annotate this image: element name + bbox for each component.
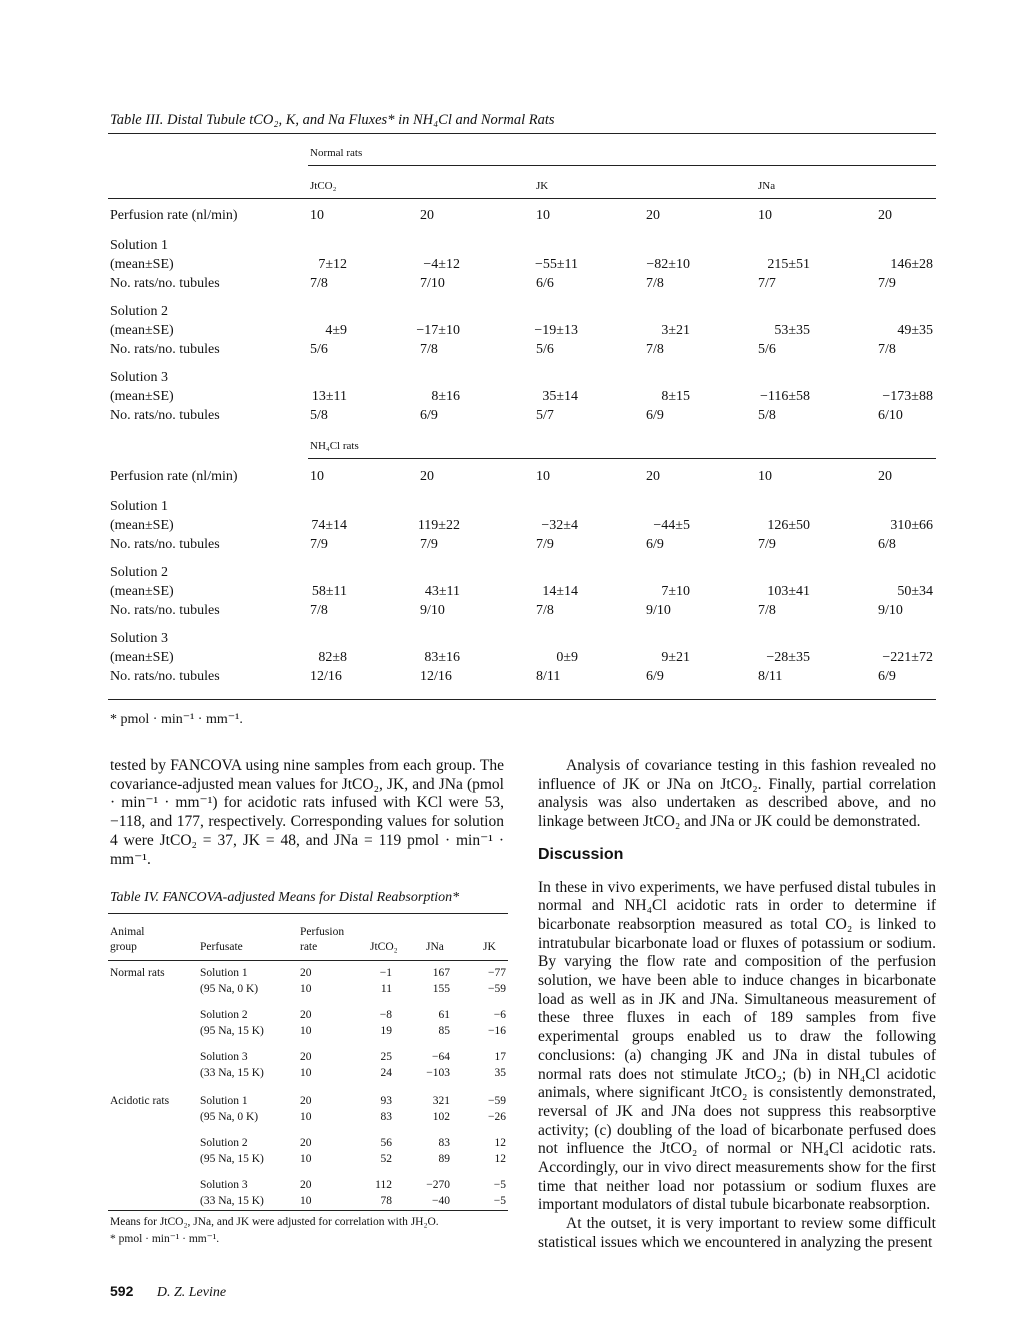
row-rate: 20 bbox=[300, 967, 312, 979]
row-jna: −270 bbox=[426, 1179, 450, 1191]
row-rate: 10 bbox=[300, 1067, 312, 1079]
perfusion-rate-value: 10 bbox=[536, 208, 550, 223]
mean-se-value: 9±21 bbox=[661, 650, 690, 665]
row-perfusate: (95 Na, 0 K) bbox=[200, 983, 259, 995]
footer-author: D. Z. Levine bbox=[156, 1285, 227, 1300]
rats-tubules-value: 6/8 bbox=[878, 537, 896, 552]
perfusion-rate-value: 10 bbox=[758, 208, 772, 223]
mean-se-value: −44±5 bbox=[653, 518, 690, 533]
row-jtco2: 19 bbox=[380, 1025, 392, 1037]
mean-se-label: (mean±SE) bbox=[110, 518, 174, 533]
rats-tubules-value: 5/6 bbox=[536, 342, 554, 357]
mean-se-value: −4±12 bbox=[423, 257, 460, 272]
page-footer bbox=[110, 1283, 226, 1301]
mean-se-value: 7±12 bbox=[318, 257, 347, 272]
row-jna: 83 bbox=[438, 1137, 450, 1149]
rats-tubules-value: 7/9 bbox=[420, 537, 438, 552]
row-perfusate: (95 Na, 15 K) bbox=[200, 1153, 264, 1165]
mean-se-value: 310±66 bbox=[890, 518, 933, 533]
mean-se-value: −32±4 bbox=[541, 518, 578, 533]
perfusion-rate-label: Perfusion rate (nl/min) bbox=[110, 208, 238, 223]
rats-tubules-value: 9/10 bbox=[420, 603, 445, 618]
solution-label: Solution 2 bbox=[110, 565, 168, 580]
discussion-paragraph-1: In these in vivo experiments, we have perfused distal tubules in normal and NH₄Cl acidotic rats in order to determine if bicarbonate reabsorption measured as total CO₂ is linked to intratubular bicarbonate load or fluxes of potassium or sodium. By varying the flow rate and composition of the perfusion solution, we have been able to induce changes in bicarbonate load as well as in JK and JNa. Simultaneous measurement of these three fluxes in each of 189 samples from five experimental groups enabled us to draw the following conclusions: (a) changing JK and JNa in distal tubules of normal rats does not stimulate JtCO₂; (b) in NH₄Cl acidotic animals, where significant JtCO₂ is consistently demonstrated, reversal of JK and JNa does not suppress this reabsorptive activity; (c) doubling of the load of bicarbonate perfused does not influence the JtCO₂ of normal or NH₄Cl acidotic rats. Accordingly, our in vivo direct measurements show for the first time that neither load nor potassium or sodium fluxes are important modulators of distal tubule bicarbonate reabsorption. bbox=[538, 878, 936, 1214]
perfusion-rate-value: 20 bbox=[646, 208, 660, 223]
mean-se-value: 43±11 bbox=[424, 584, 460, 599]
row-jna: 89 bbox=[438, 1153, 450, 1165]
rats-tubules-value: 5/8 bbox=[310, 408, 328, 423]
row-jna: −40 bbox=[432, 1195, 450, 1207]
row-jk: 35 bbox=[494, 1067, 506, 1079]
row-jtco2: 78 bbox=[380, 1195, 392, 1207]
row-jna: 321 bbox=[432, 1095, 450, 1107]
mean-se-value: −55±11 bbox=[534, 257, 578, 272]
rats-tubules-value: 8/11 bbox=[536, 669, 561, 684]
mean-se-value: 3±21 bbox=[661, 323, 690, 338]
rats-tubules-label: No. rats/no. tubules bbox=[110, 537, 220, 552]
row-jk: 17 bbox=[494, 1051, 506, 1063]
rats-tubules-label: No. rats/no. tubules bbox=[110, 408, 220, 423]
page-number: 592 bbox=[110, 1283, 134, 1299]
mean-se-value: 14±14 bbox=[542, 584, 578, 599]
rats-tubules-value: 12/16 bbox=[420, 669, 452, 684]
rats-tubules-label: No. rats/no. tubules bbox=[110, 669, 220, 684]
row-perfusate: (33 Na, 15 K) bbox=[200, 1067, 264, 1079]
rats-tubules-value: 7/7 bbox=[758, 276, 776, 291]
mean-se-value: −116±58 bbox=[759, 389, 810, 404]
row-rate: 10 bbox=[300, 1025, 312, 1037]
perfusion-rate-value: 10 bbox=[310, 208, 324, 223]
table4-bottom-rule bbox=[108, 1210, 508, 1211]
rats-tubules-value: 7/8 bbox=[646, 276, 664, 291]
rats-tubules-label: No. rats/no. tubules bbox=[110, 603, 220, 618]
table3-group1-title: Normal rats bbox=[310, 147, 363, 159]
table4-note-adjusted: Means for JtCO₂, JNa, and JK were adjusted for correlation with JH₂O. bbox=[110, 1216, 439, 1228]
solution-label: Solution 3 bbox=[110, 631, 168, 646]
row-jk: −5 bbox=[493, 1179, 506, 1191]
perfusion-rate-value: 20 bbox=[420, 469, 434, 484]
mean-se-value: −173±88 bbox=[882, 389, 933, 404]
mean-se-value: 8±16 bbox=[431, 389, 460, 404]
rats-tubules-value: 7/8 bbox=[758, 603, 776, 618]
rats-tubules-value: 7/8 bbox=[310, 603, 328, 618]
rats-tubules-value: 7/9 bbox=[758, 537, 776, 552]
mean-se-value: 49±35 bbox=[897, 323, 933, 338]
row-jtco2: −1 bbox=[379, 967, 392, 979]
rats-tubules-value: 6/10 bbox=[878, 408, 903, 423]
col-header-jk: JK bbox=[536, 180, 549, 192]
table3-header-rule bbox=[108, 198, 936, 199]
mean-se-value: −19±13 bbox=[534, 323, 578, 338]
row-perfusate: (95 Na, 15 K) bbox=[200, 1025, 264, 1037]
row-jk: −59 bbox=[488, 983, 506, 995]
right-column bbox=[538, 757, 936, 1253]
rats-tubules-value: 6/9 bbox=[878, 669, 896, 684]
rats-tubules-value: 6/9 bbox=[646, 408, 664, 423]
mean-se-value: 4±9 bbox=[325, 323, 347, 338]
row-jk: −6 bbox=[493, 1009, 506, 1021]
table3-group2-rule bbox=[308, 458, 936, 459]
mean-se-value: −17±10 bbox=[416, 323, 460, 338]
row-perfusate: (33 Na, 15 K) bbox=[200, 1195, 264, 1207]
table4-header-jtco2: JtCO₂ bbox=[370, 941, 398, 953]
perfusion-rate-value: 10 bbox=[310, 469, 324, 484]
mean-se-label: (mean±SE) bbox=[110, 323, 174, 338]
rats-tubules-value: 6/6 bbox=[536, 276, 554, 291]
rats-tubules-value: 7/9 bbox=[878, 276, 896, 291]
table4-header-jna: JNa bbox=[426, 941, 444, 953]
table4-top-rule bbox=[108, 913, 508, 914]
col-header-jna: JNa bbox=[758, 180, 776, 192]
perfusion-rate-value: 20 bbox=[878, 208, 892, 223]
rats-tubules-value: 6/9 bbox=[646, 537, 664, 552]
rats-tubules-value: 9/10 bbox=[878, 603, 903, 618]
row-jna: 61 bbox=[438, 1009, 450, 1021]
row-jk: −77 bbox=[488, 967, 506, 979]
row-jtco2: 11 bbox=[380, 983, 392, 995]
row-jna: 155 bbox=[432, 983, 450, 995]
rats-tubules-label: No. rats/no. tubules bbox=[110, 342, 220, 357]
row-perfusate: (95 Na, 0 K) bbox=[200, 1111, 259, 1123]
perfusion-rate-value: 10 bbox=[758, 469, 772, 484]
mean-se-value: 7±10 bbox=[661, 584, 690, 599]
mean-se-label: (mean±SE) bbox=[110, 389, 174, 404]
table3-group2-title: NH₄Cl rats bbox=[310, 440, 359, 452]
row-jtco2: −8 bbox=[379, 1009, 392, 1021]
mean-se-value: 58±11 bbox=[311, 584, 347, 599]
row-group: Normal rats bbox=[110, 967, 165, 979]
mean-se-value: 126±50 bbox=[767, 518, 810, 533]
table4-header-perfusion: Perfusion bbox=[300, 926, 345, 938]
rats-tubules-value: 5/6 bbox=[310, 342, 328, 357]
rats-tubules-value: 5/6 bbox=[758, 342, 776, 357]
row-jtco2: 93 bbox=[380, 1095, 392, 1107]
row-jk: −5 bbox=[493, 1195, 506, 1207]
rats-tubules-value: 5/8 bbox=[758, 408, 776, 423]
row-jtco2: 52 bbox=[380, 1153, 392, 1165]
mean-se-value: −82±10 bbox=[646, 257, 690, 272]
table4-caption: Table IV. FANCOVA-adjusted Means for Distal Reabsorption* bbox=[110, 890, 460, 905]
rats-tubules-value: 7/8 bbox=[646, 342, 664, 357]
rats-tubules-value: 6/9 bbox=[646, 669, 664, 684]
row-perfusate: Solution 1 bbox=[200, 1095, 248, 1107]
mean-se-value: 50±34 bbox=[897, 584, 933, 599]
table4-header-jk: JK bbox=[483, 941, 496, 953]
mean-se-value: 35±14 bbox=[542, 389, 578, 404]
rats-tubules-value: 7/8 bbox=[310, 276, 328, 291]
rats-tubules-value: 5/7 bbox=[536, 408, 554, 423]
row-rate: 20 bbox=[300, 1179, 312, 1191]
mean-se-value: 0±9 bbox=[556, 650, 578, 665]
row-rate: 10 bbox=[300, 1111, 312, 1123]
rats-tubules-label: No. rats/no. tubules bbox=[110, 276, 220, 291]
rats-tubules-value: 8/11 bbox=[758, 669, 783, 684]
perfusion-rate-value: 20 bbox=[878, 469, 892, 484]
mean-se-label: (mean±SE) bbox=[110, 650, 174, 665]
mean-se-value: 53±35 bbox=[774, 323, 810, 338]
row-perfusate: Solution 3 bbox=[200, 1051, 248, 1063]
col-header-jtco2: JtCO₂ bbox=[310, 180, 337, 192]
row-perfusate: Solution 2 bbox=[200, 1137, 248, 1149]
mean-se-value: −221±72 bbox=[882, 650, 933, 665]
discussion-paragraph-2: At the outset, it is very important to review some difficult statistical issues which we encountered in analyzing the present bbox=[538, 1215, 936, 1251]
mean-se-value: −28±35 bbox=[766, 650, 810, 665]
row-jk: −16 bbox=[488, 1025, 506, 1037]
row-rate: 20 bbox=[300, 1051, 312, 1063]
mean-se-value: 119±22 bbox=[417, 518, 460, 533]
row-perfusate: Solution 3 bbox=[200, 1179, 248, 1191]
table3-caption: Table III. Distal Tubule tCO₂, K, and Na Fluxes* in NH₄Cl and Normal Rats bbox=[110, 112, 555, 128]
row-jtco2: 24 bbox=[380, 1067, 392, 1079]
rats-tubules-value: 7/8 bbox=[536, 603, 554, 618]
mean-se-value: 74±14 bbox=[311, 518, 347, 533]
solution-label: Solution 1 bbox=[110, 499, 168, 514]
row-jna: 85 bbox=[438, 1025, 450, 1037]
rats-tubules-value: 7/9 bbox=[536, 537, 554, 552]
left-column-paragraph: tested by FANCOVA using nine samples from each group. The covariance-adjusted mean values for JtCO₂, JK, and JNa (pmol · min⁻¹ · mm⁻¹) for acidotic rats infused with KCl were 53, −118, and 177, respectively. Corresponding values for solution 4 were JtCO₂ = 37, JK = 48, and JNa = 119 pmol · min⁻¹ · mm⁻¹. bbox=[110, 757, 504, 868]
rats-tubules-value: 7/8 bbox=[878, 342, 896, 357]
row-jtco2: 83 bbox=[380, 1111, 392, 1123]
row-jna: 167 bbox=[432, 967, 450, 979]
solution-label: Solution 2 bbox=[110, 304, 168, 319]
row-rate: 10 bbox=[300, 983, 312, 995]
mean-se-value: 8±15 bbox=[661, 389, 690, 404]
mean-se-label: (mean±SE) bbox=[110, 257, 174, 272]
rats-tubules-value: 6/9 bbox=[420, 408, 438, 423]
solution-label: Solution 1 bbox=[110, 238, 168, 253]
table4-header-perfusate: Perfusate bbox=[200, 941, 243, 953]
row-rate: 10 bbox=[300, 1153, 312, 1165]
right-paragraph-1: Analysis of covariance testing in this fashion revealed no influence of JK or JNa on JtCO₂. Finally, partial correlation analysis was also undertaken as described above, and no linkage between JtCO₂ and JNa or JK could be demonstrated. bbox=[538, 757, 936, 831]
row-rate: 20 bbox=[300, 1095, 312, 1107]
row-jna: −64 bbox=[432, 1051, 450, 1063]
rats-tubules-value: 12/16 bbox=[310, 669, 342, 684]
mean-se-value: 146±28 bbox=[890, 257, 933, 272]
table3-bottom-rule bbox=[108, 699, 936, 700]
mean-se-label: (mean±SE) bbox=[110, 584, 174, 599]
row-rate: 20 bbox=[300, 1009, 312, 1021]
row-group: Acidotic rats bbox=[110, 1095, 170, 1107]
mean-se-value: 82±8 bbox=[318, 650, 347, 665]
row-jk: −26 bbox=[488, 1111, 506, 1123]
rats-tubules-value: 7/10 bbox=[420, 276, 445, 291]
discussion-heading: Discussion bbox=[538, 845, 624, 863]
row-rate: 10 bbox=[300, 1195, 312, 1207]
perfusion-rate-label: Perfusion rate (nl/min) bbox=[110, 469, 238, 484]
rats-tubules-value: 9/10 bbox=[646, 603, 671, 618]
row-jna: 102 bbox=[432, 1111, 450, 1123]
row-jtco2: 56 bbox=[380, 1137, 392, 1149]
row-jk: 12 bbox=[494, 1153, 506, 1165]
table3-footnote: * pmol · min⁻¹ · mm⁻¹. bbox=[110, 712, 243, 727]
rats-tubules-value: 7/9 bbox=[310, 537, 328, 552]
mean-se-value: 215±51 bbox=[767, 257, 810, 272]
table4-header-rate: rate bbox=[300, 941, 318, 953]
table4-note-units: * pmol · min⁻¹ · mm⁻¹. bbox=[110, 1233, 220, 1245]
row-perfusate: Solution 2 bbox=[200, 1009, 248, 1021]
row-rate: 20 bbox=[300, 1137, 312, 1149]
perfusion-rate-value: 10 bbox=[536, 469, 550, 484]
rats-tubules-value: 7/8 bbox=[420, 342, 438, 357]
solution-label: Solution 3 bbox=[110, 370, 168, 385]
mean-se-value: 83±16 bbox=[424, 650, 460, 665]
table4-header-animal: Animal bbox=[110, 926, 145, 938]
mean-se-value: 13±11 bbox=[311, 389, 347, 404]
table3-top-rule bbox=[108, 133, 936, 134]
row-jtco2: 112 bbox=[375, 1179, 392, 1191]
table4-header-group: group bbox=[110, 941, 137, 953]
table4-header-rule bbox=[108, 960, 508, 961]
row-jtco2: 25 bbox=[380, 1051, 392, 1063]
table3-group1-rule bbox=[308, 165, 936, 166]
row-perfusate: Solution 1 bbox=[200, 967, 248, 979]
mean-se-value: 103±41 bbox=[767, 584, 810, 599]
perfusion-rate-value: 20 bbox=[420, 208, 434, 223]
row-jk: −59 bbox=[488, 1095, 506, 1107]
perfusion-rate-value: 20 bbox=[646, 469, 660, 484]
row-jk: 12 bbox=[494, 1137, 506, 1149]
row-jna: −103 bbox=[426, 1067, 450, 1079]
